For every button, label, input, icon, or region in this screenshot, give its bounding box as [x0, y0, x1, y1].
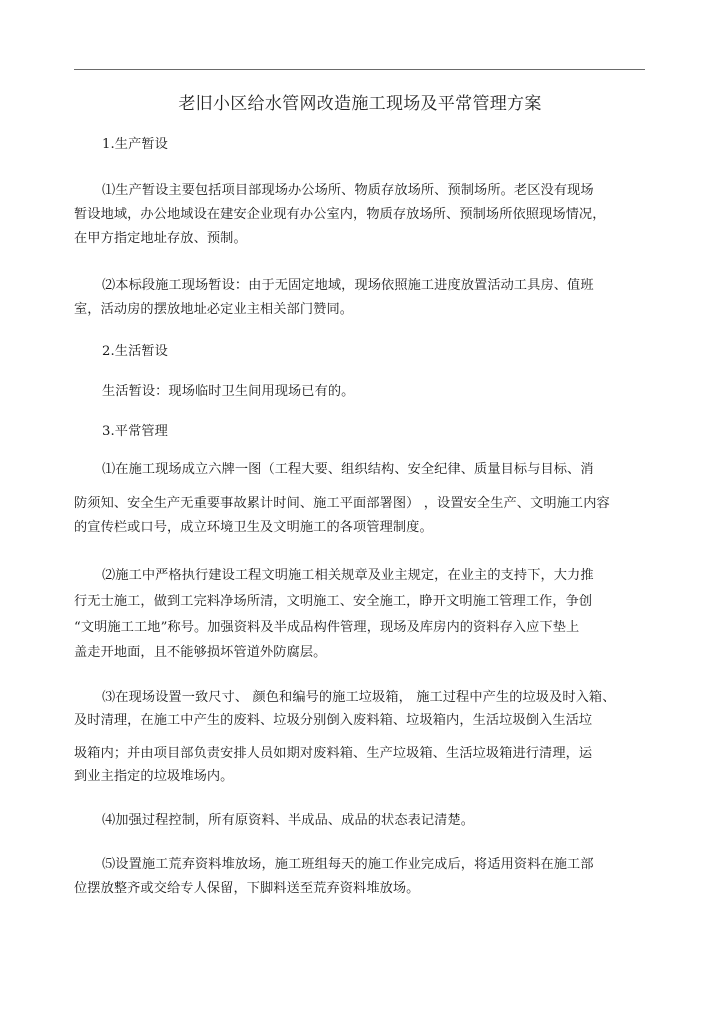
paragraph-line: ⑷加强过程控制，所有原资料、半成品、成品的状态表记清楚。	[102, 813, 475, 828]
section-heading: 2.生活暂设	[102, 344, 168, 359]
section-heading: 1.生产暂设	[102, 137, 168, 152]
header-rule	[74, 69, 645, 70]
paragraph-line: ⑴生产暂设主要包括项目部现场办公场所、物质存放场所、预制场所。老区没有现场	[102, 183, 594, 198]
paragraph-line: ⑵本标段施工现场暂设：由于无固定地域，现场依照施工进度放置活动工具房、值班	[102, 278, 594, 293]
paragraph-line: 圾箱内；并由项目部负责安排人员如期对废料箱、生产垃圾箱、生活垃圾箱进行清理，运	[74, 746, 593, 761]
paragraph-line: 暂设地域，办公地域设在建安企业现有办公室内，物质存放场所、预制场所依照现场情况，	[74, 207, 606, 222]
paragraph-line: 到业主指定的垃圾堆场内。	[74, 769, 234, 784]
paragraph-line: 的宣传栏或口号，成立环境卫生及文明施工的各项管理制度。	[74, 520, 433, 535]
paragraph-line: 室，活动房的摆放地址必定业主相关部门赞同。	[74, 302, 354, 317]
paragraph-line: ⑶在现场设置一致尺寸、 颜色和编号的施工垃圾箱， 施工过程中产生的垃圾及时入箱、	[102, 690, 616, 705]
paragraph-line: 生活暂设：现场临时卫生间用现场已有的。	[102, 384, 355, 399]
paragraph-line: 盖走开地面，且不能够损坏管道外防腐层。	[74, 645, 327, 660]
paragraph-line: 在甲方指定地址存放、预制。	[74, 231, 247, 246]
paragraph-line: 行无士施工，做到工完料净场所清，文明施工、安全施工，睁开文明施工管理工作，争创	[74, 594, 593, 609]
paragraph-line: ⑵施工中严格执行建设工程文明施工相关规章及业主规定，在业主的支持下，大力推	[102, 568, 594, 583]
paragraph-line: ⑸设置施工荒弃资料堆放场，施工班组每天的施工作业完成后，将适用资料在施工部	[102, 857, 594, 872]
paragraph-line: 防须知、安全生产无重要事故累计时间、施工平面部署图） ，设置安全生产、文明施工内容	[74, 496, 610, 511]
section-heading: 3.平常管理	[102, 424, 168, 439]
page-title: 老旧小区给水管网改造施工现场及平常管理方案	[178, 94, 542, 114]
paragraph-line: 及时清理，在施工中产生的废料、垃圾分别倒入废料箱、垃圾箱内，生活垃圾倒入生活垃	[74, 713, 593, 728]
paragraph-line: ⑴在施工现场成立六牌一图（工程大要、组织结构、安全纪律、质量目标与目标、消	[102, 462, 594, 477]
paragraph-line: “文明施工工地”称号。加强资料及半成品构件管理，现场及库房内的资料存入应下垫上	[74, 620, 580, 635]
paragraph-line: 位摆放整齐或交给专人保留，下脚料送至荒弃资料堆放场。	[74, 881, 420, 896]
